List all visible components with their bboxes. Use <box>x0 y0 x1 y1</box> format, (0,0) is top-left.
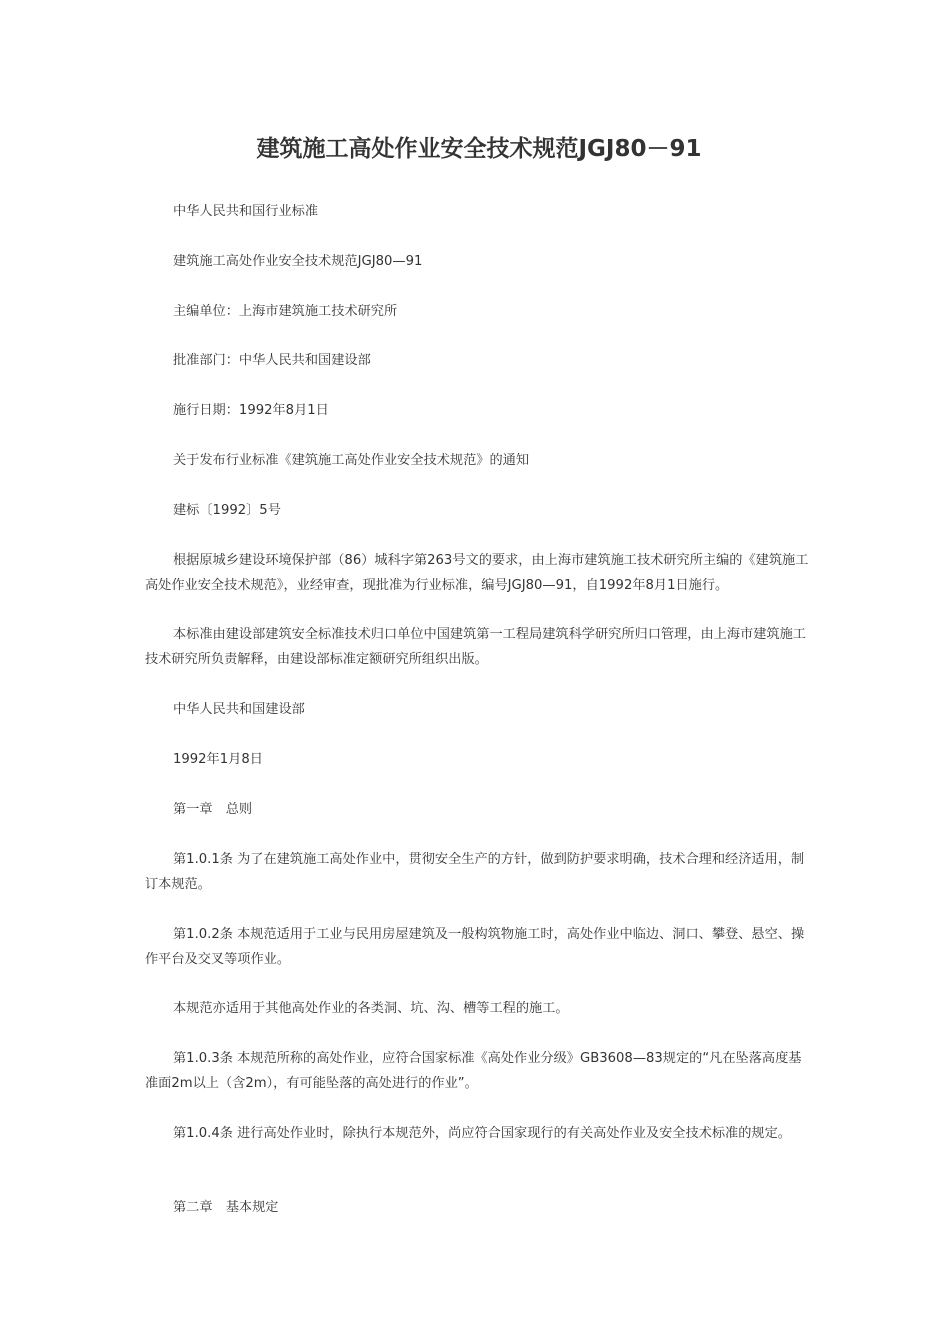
paragraph-effective-date: 施行日期：1992年8月1日 <box>173 403 329 418</box>
paragraph-notice-number: 建标〔1992〕5号 <box>173 503 281 518</box>
paragraph-notice-title: 关于发布行业标准《建筑施工高处作业安全技术规范》的通知 <box>173 453 530 468</box>
article-1-0-3: 第1.0.3条 本规范所称的高处作业，应符合国家标准《高处作业分级》GB3608—83规定的“凡在坠落高度基准面2m以上（含2m），有可能坠落的高处进行的作业”。 <box>145 1051 802 1091</box>
article-1-0-2: 第1.0.2条 本规范适用于工业与民用房屋建筑及一般构筑物施工时，高处作业中临边、洞口、攀登、悬空、操作平台及交叉等项作业。 <box>145 927 805 967</box>
paragraph-issue-date: 1992年1月8日 <box>173 752 263 767</box>
paragraph-chief-editor: 主编单位：上海市建筑施工技术研究所 <box>173 304 398 319</box>
paragraph-notice-body-1: 根据原城乡建设环境保护部（86）城科字第263号文的要求，由上海市建筑施工技术研究所主编的《建筑施工高处作业安全技术规范》，业经审查，现批准为行业标准，编号JGJ80—91，自1992年8月1日施行。 <box>145 553 809 593</box>
chapter-heading-1: 第一章 总则 <box>173 802 253 817</box>
paragraph-issuer: 中华人民共和国建设部 <box>173 702 305 717</box>
paragraph-standard-type: 中华人民共和国行业标准 <box>173 204 319 219</box>
paragraph-standard-name: 建筑施工高处作业安全技术规范JGJ80—91 <box>173 254 423 269</box>
article-1-0-1: 第1.0.1条 为了在建筑施工高处作业中，贯彻安全生产的方针，做到防护要求明确，技术合理和经济适用，制订本规范。 <box>145 852 805 892</box>
paragraph-approving-department: 批准部门：中华人民共和国建设部 <box>173 353 371 368</box>
paragraph-notice-body-2: 本标准由建设部建筑安全标准技术归口单位中国建筑第一工程局建筑科学研究所归口管理，由上海市建筑施工技术研究所负责解释，由建设部标准定额研究所组织出版。 <box>145 627 806 667</box>
document-title: 建筑施工高处作业安全技术规范JGJ80－91 <box>256 136 702 162</box>
article-1-0-4: 第1.0.4条 进行高处作业时，除执行本规范外，尚应符合国家现行的有关高处作业及安全技术标准的规定。 <box>173 1126 791 1141</box>
paragraph-scope-extension: 本规范亦适用于其他高处作业的各类洞、坑、沟、槽等工程的施工。 <box>173 1001 569 1016</box>
chapter-heading-2: 第二章 基本规定 <box>173 1200 279 1215</box>
